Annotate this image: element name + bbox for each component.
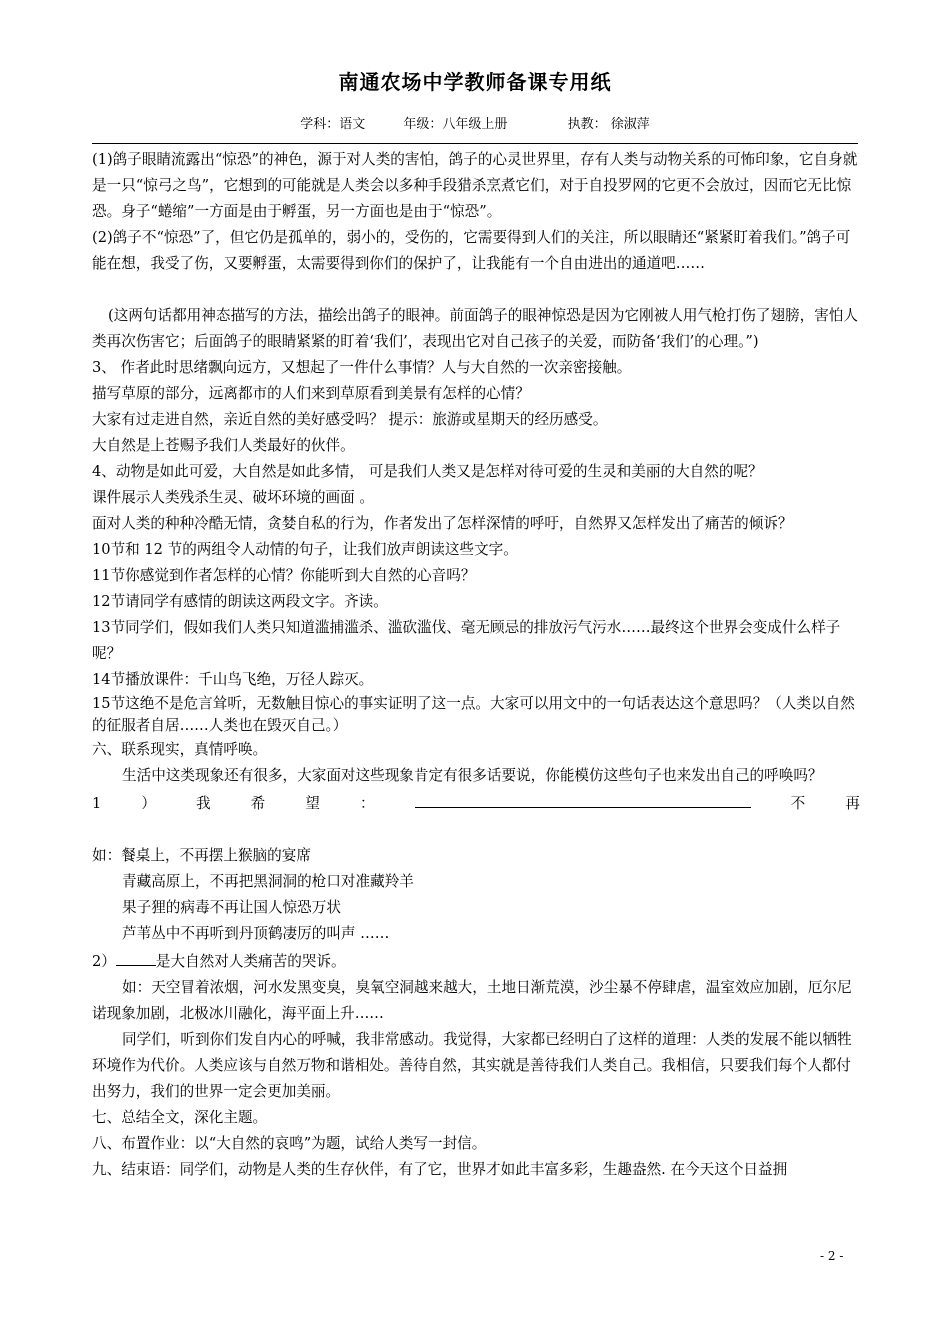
paragraph-15: 14节播放课件：千山鸟飞绝，万径人踪灭。 — [92, 671, 374, 688]
fill-word: 再 — [845, 795, 860, 812]
page-number: - 2 - — [820, 1249, 844, 1263]
fill-word: 1 — [92, 795, 102, 812]
example-line-2: 青藏高原上，不再把黑洞洞的枪口对准藏羚羊 — [122, 873, 414, 890]
fill-word: ： — [359, 795, 375, 812]
paragraph-8: 4、动物是如此可爱，大自然是如此多情， 可是我们人类又是怎样对待可爱的生灵和美丽的大自然的呢？ — [92, 463, 763, 480]
paragraph-14: 13节同学们，假如我们人类只知道滥捕滥杀、滥砍滥伐、毫无顾忌的排放污气污水……最终这个世界会变成什么样子呢？ — [92, 619, 841, 662]
header-info — [0, 113, 950, 132]
paragraph-12: 11节你感觉到作者怎样的心情？你能听到大自然的心音吗？ — [92, 567, 476, 584]
answer-blank — [415, 789, 751, 808]
fill-word: 望 — [305, 795, 320, 812]
example-line-3: 果子狸的病毒不再让国人惊恐万状 — [122, 899, 341, 916]
section-heading-6: 六、联系现实，真情呼唤。 — [92, 741, 268, 758]
fill-suffix: 是大自然对人类痛苦的哭诉。 — [155, 953, 346, 970]
paragraph-10: 面对人类的种种冷酷无情，贪婪自私的行为，作者发出了怎样深情的呼吁，自然界又怎样发出了痛苦的倾诉？ — [92, 515, 793, 532]
paragraph-25: 如：天空冒着浓烟，河水发黑变臭，臭氧空洞越来越大，土地日渐荒漠，沙尘暴不停肆虐，温室效应加剧，厄尔尼诺现象加剧，北极冰川融化，海平面上升…… — [92, 979, 852, 1022]
subject-label: 学科：语文 — [300, 117, 366, 132]
fill-word: 不 — [790, 795, 806, 812]
paragraph-7: 大自然是上苍赐予我们人类最好的伙伴。 — [92, 437, 355, 454]
example-line-4: 芦苇丛中不再听到丹顶鹤凄厉的叫声 …… — [122, 925, 390, 942]
fill-in-line-1 — [92, 789, 860, 817]
paragraph-18: 生活中这类现象还有很多，大家面对这些现象肯定有很多话要说，你能模仿这些句子也来发出自己的呼唤吗？ — [122, 767, 823, 784]
header-divider — [92, 143, 858, 144]
paragraph-6: 大家有过走进自然，亲近自然的美好感受吗？ 提示：旅游或星期天的经历感受。 — [92, 411, 608, 428]
grade-label: 年级：八年级上册 — [403, 117, 508, 132]
paragraph-3: (这两句话都用神态描写的方法，描绘出鸽子的眼神。前面鸽子的眼神惊恐是因为它刚被人用气枪打伤了翅膀，害怕人类再次伤害它；后面鸽子的眼睛紧紧的盯着‘我们’，表现出它对自己孩子的关爱，而防备‘我们’的心理。”) — [92, 307, 858, 350]
paragraph-26: 同学们，听到你们发自内心的呼喊，我非常感动。我觉得，大家都已经明白了这样的道理：人类的发展不能以牺牲环境作为代价。人类应该与自然万物和谐相处。善待自然，其实就是善待我们人类自己。我相信，只要我们每个人都付出努力，我们的世界一定会更加美丽。 — [92, 1031, 852, 1100]
fill-word: 希 — [250, 795, 266, 812]
spacer — [92, 817, 860, 843]
fill-in-line-2 — [92, 947, 860, 975]
fill-word: 我 — [196, 795, 211, 812]
lesson-body — [92, 147, 860, 1183]
section-heading-7: 七、总结全文，深化主题。 — [92, 1109, 268, 1126]
paragraph-13: 12节请同学有感情的朗读这两段文字。齐读。 — [92, 593, 388, 610]
spacer — [92, 277, 860, 303]
section-heading-8: 八、布置作业：以“大自然的哀鸣”为题，试给人类写一封信。 — [92, 1135, 487, 1152]
paragraph-1: (1)鸽子眼睛流露出“惊恐”的神色，源于对人类的害怕，鸽子的心灵世界里，存有人类与动物关系的可怖印象，它自身就是一只“惊弓之鸟”，它想到的可能就是人类会以多种手段猎杀烹煮它们，对于自投罗网的它更不会放过，因而它无比惊恐。身子“蜷缩”一方面是由于孵蛋，另一方面也是由于“惊恐”。 — [92, 151, 858, 220]
paragraph-11: 10节和 12 节的两组令人动情的句子，让我们放声朗读这些文字。 — [92, 541, 518, 558]
paragraph-5: 描写草原的部分，远离都市的人们来到草原看到美景有怎样的心情？ — [92, 385, 530, 402]
section-heading-9: 九、结束语：同学们，动物是人类的生存伙伴，有了它，世界才如此丰富多彩，生趣盎然. 在今天这个日益拥 — [92, 1161, 788, 1178]
paragraph-9: 课件展示人类残杀生灵、破坏环境的画面 。 — [92, 489, 374, 506]
page-title: 南通农场中学教师备课专用纸 — [338, 70, 612, 94]
fill-prefix: 2） — [92, 953, 116, 970]
fill-word: ） — [141, 795, 156, 812]
paragraph-2: (2)鸽子不“惊恐”了，但它仍是孤单的，弱小的，受伤的，它需要得到人们的关注，所以眼睛还“紧紧盯着我们。”鸽子可能在想，我受了伤，又要孵蛋，太需要得到你们的保护了，让我能有一个自由进出的通道吧…… — [92, 229, 851, 272]
answer-blank-short — [116, 947, 156, 966]
paragraph-4: 3、 作者此时思绪飘向远方，又想起了一件什么事情？人与大自然的一次亲密接触。 — [92, 359, 632, 376]
paragraph-16: 15节这绝不是危言耸听，无数触目惊心的事实证明了这一点。大家可以用文中的一句话表达这个意思吗？（人类以自然的征服者自居……人类也在毁灭自己。） — [92, 695, 855, 734]
teacher-label: 执教： 徐淑萍 — [567, 117, 650, 132]
example-line-1: 如：餐桌上，不再摆上猴脑的宴席 — [92, 847, 311, 864]
